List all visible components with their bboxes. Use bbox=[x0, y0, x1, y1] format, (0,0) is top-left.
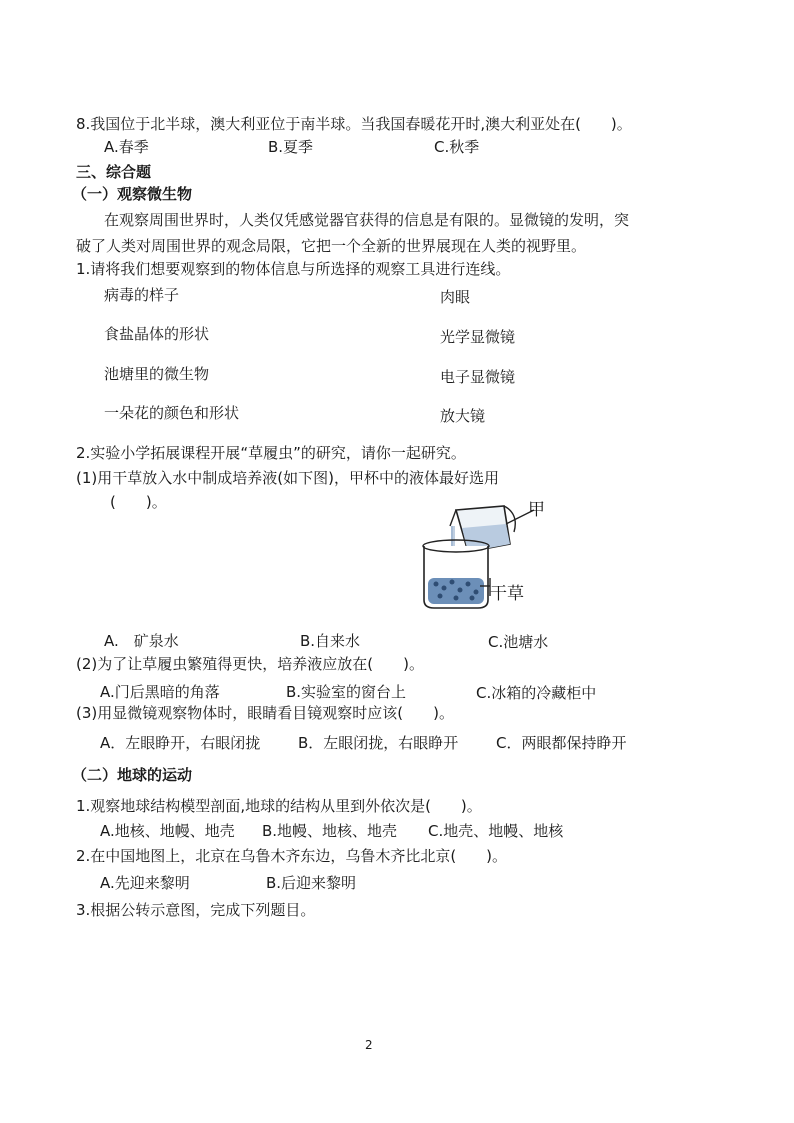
p2-q2-option-b: B.后迎来黎明 bbox=[266, 874, 357, 892]
p1-q2-sub3-option-a: A．左眼睁开，右眼闭拢 bbox=[100, 734, 261, 752]
p1-q2-sub3-option-c: C．两眼都保持睁开 bbox=[496, 734, 627, 752]
match-left-item: 病毒的样子 bbox=[104, 286, 180, 304]
match-left-item: 一朵花的颜色和形状 bbox=[104, 404, 240, 422]
match-right-item: 光学显微镜 bbox=[440, 328, 516, 346]
p2-q2-option-a: A.先迎来黎明 bbox=[100, 874, 190, 892]
p2-q1-option-a: A.地核、地幔、地壳 bbox=[100, 822, 235, 840]
p1-q2-sub1-stem: (1)用干草放入水中制成培养液(如下图)，甲杯中的液体最好选用 bbox=[76, 469, 499, 487]
match-left-item: 池塘里的微生物 bbox=[104, 365, 210, 383]
p1-q2-sub1-blank: ( )。 bbox=[110, 493, 167, 511]
p2-q1-stem: 1.观察地球结构模型剖面,地球的结构从里到外依次是( )。 bbox=[76, 797, 482, 815]
p1-q2-sub2-option-b: B.实验室的窗台上 bbox=[286, 683, 407, 701]
p2-q1-option-c: C.地壳、地幔、地核 bbox=[428, 822, 564, 840]
section-title: 三、综合题 bbox=[76, 163, 152, 181]
match-right-item: 电子显微镜 bbox=[440, 368, 516, 386]
match-right-item: 肉眼 bbox=[440, 288, 471, 306]
q8-option-c: C.秋季 bbox=[434, 138, 480, 156]
p1-q2-sub3-stem: (3)用显微镜观察物体时，眼睛看目镜观察时应该( )。 bbox=[76, 704, 454, 722]
p1-q1-stem: 1.请将我们想要观察到的物体信息与所选择的观察工具进行连线。 bbox=[76, 260, 511, 278]
page-number: 2 bbox=[365, 1038, 373, 1052]
part2-title: （二）地球的运动 bbox=[72, 766, 193, 784]
p2-q3-stem: 3.根据公转示意图，完成下列题目。 bbox=[76, 901, 316, 919]
p1-q2-stem: 2.实验小学拓展课程开展“草履虫”的研究，请你一起研究。 bbox=[76, 444, 466, 462]
part1-title: （一）观察微生物 bbox=[72, 185, 193, 203]
p2-q2-stem: 2.在中国地图上，北京在乌鲁木齐东边，乌鲁木齐比北京( )。 bbox=[76, 847, 508, 865]
hay-label: 干草 bbox=[490, 584, 524, 604]
part1-intro-line2: 破了人类对周围世界的观念局限，它把一个全新的世界展现在人类的视野里。 bbox=[76, 237, 587, 255]
q8-option-b: B.夏季 bbox=[268, 138, 314, 156]
q8-option-a: A.春季 bbox=[104, 138, 149, 156]
q8-stem: 8.我国位于北半球，澳大利亚位于南半球。当我国春暖花开时,澳大利亚处在( )。 bbox=[76, 115, 632, 133]
cup-icon bbox=[450, 506, 515, 552]
p1-q2-sub2-stem: (2)为了让草履虫繁殖得更快，培养液应放在( )。 bbox=[76, 655, 424, 673]
p1-q2-sub1-option-c: C.池塘水 bbox=[488, 633, 549, 651]
cup-label: 甲 bbox=[528, 500, 545, 520]
beaker-icon bbox=[423, 540, 489, 608]
match-right-item: 放大镜 bbox=[440, 407, 486, 425]
p1-q2-sub2-option-c: C.冰箱的冷藏柜中 bbox=[476, 684, 597, 702]
match-left-item: 食盐晶体的形状 bbox=[104, 325, 210, 343]
p1-q2-sub1-option-a: A. 矿泉水 bbox=[104, 632, 179, 650]
part1-intro-line1: 在观察周围世界时，人类仅凭感觉器官获得的信息是有限的。显微镜的发明，突 bbox=[104, 211, 630, 229]
p1-q2-sub2-option-a: A.门后黑暗的角落 bbox=[100, 683, 220, 701]
p2-q1-option-b: B.地幔、地核、地壳 bbox=[262, 822, 398, 840]
p1-q2-sub3-option-b: B．左眼闭拢，右眼睁开 bbox=[298, 734, 459, 752]
p1-q2-sub1-option-b: B.自来水 bbox=[300, 632, 361, 650]
